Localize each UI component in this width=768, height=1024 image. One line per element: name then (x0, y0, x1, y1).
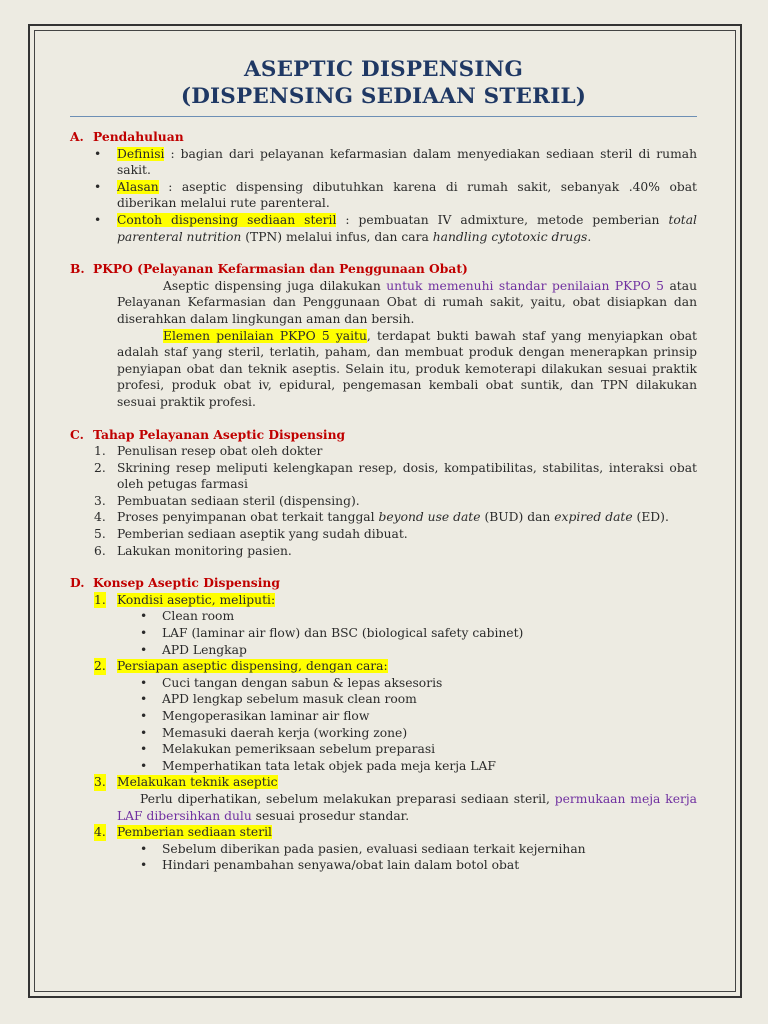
purple-text: permukaan meja kerja LAF dibersihkan dulu (117, 791, 697, 823)
list-item: • Melakukan pemeriksaan sebelum preparasi (140, 742, 436, 757)
highlight-term: Definisi (117, 146, 165, 161)
section-a-heading: A. Pendahuluan (70, 129, 184, 144)
section-d-list-4 (70, 824, 697, 841)
section-d (70, 575, 697, 874)
section-b-paragraph-1: Aseptic dispensing juga dilakukan untuk memenuhi standar penilaian PKPO 5 atau Pelayanan Kefarmasian dan Penggunaan Obat di rumah sakit, yaitu, obat disiapkan dan diserahkan dalam lingkungan aman dan bersih. (117, 278, 697, 326)
section-d-list-3 (70, 774, 697, 791)
list-item: • Clean room (140, 609, 235, 624)
list-item: • Hindari penambahan senyawa/obat lain dalam botol obat (140, 858, 520, 873)
title-line-2: (DISPENSING SEDIAAN STERIL) (180, 84, 587, 109)
list-item: 4. Proses penyimpanan obat terkait tanggal beyond use date (BUD) dan expired date (ED). (94, 510, 669, 525)
section-d-list (70, 592, 697, 609)
list-item: • APD lengkap sebelum masuk clean room (140, 692, 417, 707)
section-b-paragraph-2: Elemen penilaian PKPO 5 yaitu, terdapat bukti bawah staf yang menyiapkan obat adalah staf yang steril, terlatih, paham, dan membuat produk dengan menerapkan prinsip penyiapan obat dan teknik aseptis. Selain itu, produk kemoterapi dilakukan sesuai praktik profesi, produk obat iv, epidural, pengemasan kembali obat suntik, dan TPN dilakukan sesuai praktik profesi. (117, 328, 697, 409)
bullet-icon: • (94, 146, 102, 161)
section-d-list-2 (70, 658, 697, 675)
bullet-icon: • (94, 212, 102, 227)
list-item: 6. Lakukan monitoring pasien. (94, 543, 292, 558)
highlight-term: Alasan (117, 179, 159, 194)
section-a-list (70, 146, 697, 246)
list-item: • Memasuki daerah kerja (working zone) (140, 725, 408, 740)
preparation-steps-list (70, 675, 697, 775)
list-item: • Definisi : bagian dari pelayanan kefarmasian dalam menyediakan sediaan steril di rumah sakit. (94, 146, 697, 178)
list-item: 2. Persiapan aseptic dispensing, dengan cara: (94, 659, 388, 674)
aseptic-conditions-list (70, 608, 697, 658)
highlight-term: Contoh dispensing sediaan steril (117, 212, 337, 227)
section-c-heading: C. Tahap Pelayanan Aseptic Dispensing (70, 426, 346, 442)
list-item: 5. Pemberian sediaan aseptik yang sudah dibuat. (94, 527, 408, 542)
bullet-icon: • (94, 179, 102, 194)
list-item: • Memperhatikan tata letak objek pada meja kerja LAF (140, 758, 496, 773)
highlight-term: Melakukan teknik aseptic (117, 775, 278, 790)
section-d-heading: D. Konsep Aseptic Dispensing (70, 575, 280, 591)
list-item: 3. Pembuatan sediaan steril (dispensing). (94, 493, 360, 508)
section-a (70, 129, 697, 245)
title-line-1: ASEPTIC DISPENSING (243, 57, 524, 82)
list-item: 3. Melakukan teknik aseptic (94, 775, 278, 790)
list-item: • Alasan : aseptic dispensing dibutuhkan karena di rumah sakit, sebanyak .40% obat diberikan melalui rute parenteral. (94, 179, 697, 211)
highlight-term: Kondisi aseptic, meliputi: (117, 592, 276, 607)
list-item: 1. Penulisan resep obat oleh dokter (94, 444, 323, 459)
highlight-term: Elemen penilaian PKPO 5 yaitu (163, 328, 367, 343)
section-b (70, 261, 697, 410)
section-c-list (70, 443, 697, 559)
aseptic-technique-paragraph: Perlu diperhatikan, sebelum melakukan preparasi sediaan steril, permukaan meja kerja LAF dibersihkan dulu sesuai prosedur standar. (117, 791, 697, 823)
list-item: 2. Skrining resep meliputi kelengkapan resep, dosis, kompatibilitas, stabilitas, interaksi obat oleh petugas farmasi (94, 460, 697, 492)
list-item: • APD Lengkap (140, 642, 247, 657)
document-title (70, 56, 697, 110)
list-item: • LAF (laminar air flow) dan BSC (biological safety cabinet) (140, 626, 524, 641)
purple-text: untuk memenuhi standar penilaian PKPO 5 (386, 278, 664, 293)
title-underline (70, 116, 697, 117)
list-item: • Cuci tangan dengan sabun & lepas aksesoris (140, 675, 443, 690)
highlight-term: Pemberian sediaan steril (117, 825, 272, 840)
list-item: 4. Pemberian sediaan steril (94, 825, 272, 840)
list-item: 1. Kondisi aseptic, meliputi: (94, 592, 276, 607)
administration-list (70, 841, 697, 874)
list-item: • Mengoperasikan laminar air flow (140, 709, 370, 723)
section-c (70, 427, 697, 560)
highlight-term: Persiapan aseptic dispensing, dengan cara: (117, 659, 388, 674)
list-item: • Contoh dispensing sediaan steril : pembuatan IV admixture, metode pemberian total parenteral nutrition (TPN) melalui infus, dan cara handling cytotoxic drugs. (94, 212, 697, 244)
list-item: • Sebelum diberikan pada pasien, evaluasi sediaan terkait kejernihan (140, 841, 586, 856)
section-b-heading: B. PKPO (Pelayanan Kefarmasian dan Penggunaan Obat) (70, 261, 468, 277)
document-content (70, 56, 697, 874)
